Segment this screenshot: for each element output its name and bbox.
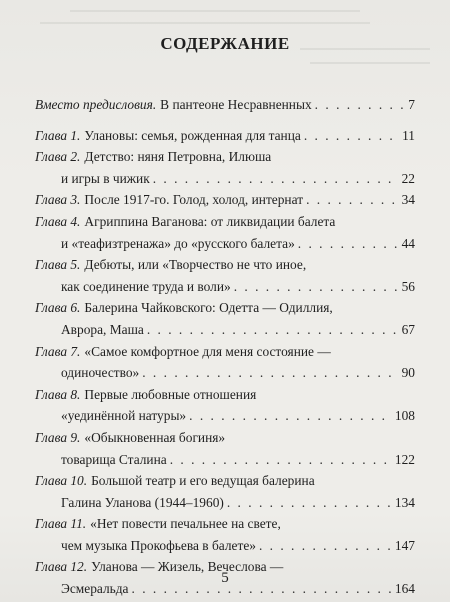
dot-leader — [306, 189, 399, 211]
entry-title: Большой театр и его ведущая балерина — [91, 473, 315, 489]
table-of-contents — [35, 94, 415, 600]
entry-title: Эсмеральда — [61, 581, 129, 597]
toc-line — [35, 189, 415, 211]
toc-line — [35, 492, 415, 514]
page-ref: 67 — [401, 321, 415, 337]
chapter-label: Глава 2. — [35, 149, 81, 165]
chapter-label: Глава 12. — [35, 559, 88, 575]
chapter-label: Вместо предисловия. — [35, 97, 157, 112]
entry-title: одиночество» — [61, 365, 140, 381]
toc-line — [35, 319, 415, 341]
toc-entry — [35, 146, 415, 189]
entry-title: Галина Уланова (1944–1960) — [61, 494, 224, 510]
chapter-label: Глава 5. — [35, 257, 81, 273]
toc-line — [35, 211, 415, 233]
entry-title: Детство: няня Петровна, Илюша — [84, 149, 272, 165]
toc-entry — [35, 341, 415, 384]
entry-title: «Обыкновенная богиня» — [84, 429, 226, 445]
dot-leader — [142, 362, 398, 384]
entry-title: и «теафизтренажа» до «русского балета» — [61, 235, 295, 251]
page-title: СОДЕРЖАНИЕ — [160, 34, 290, 53]
dot-leader — [227, 492, 392, 514]
entry-title: «Самое комфортное для меня состояние — — [84, 343, 331, 359]
entry-title: как соединение труда и воли» — [61, 278, 231, 294]
chapter-label: Глава 11. — [35, 516, 87, 532]
entry-title: Балерина Чайковского: Одетта — Одиллия, — [84, 300, 333, 316]
dot-leader — [304, 125, 399, 147]
page-ref: 44 — [401, 235, 415, 251]
page-ref: 22 — [401, 170, 415, 186]
page-ref: 11 — [402, 127, 415, 143]
toc-line — [35, 254, 415, 276]
entry-title: Аврора, Маша — [61, 321, 144, 337]
toc-line — [35, 276, 415, 298]
toc-entry — [35, 211, 415, 254]
toc-line — [35, 384, 415, 406]
chapter-label: Глава 3. — [35, 192, 81, 208]
toc-entry — [35, 470, 415, 513]
dot-leader — [170, 449, 392, 471]
entry-title: Улановы: семья, рожденная для танца — [84, 127, 301, 143]
page-ref: 122 — [394, 451, 415, 467]
toc-line — [35, 297, 415, 319]
entry-title: Первые любовные отношения — [84, 386, 257, 402]
entry-title: чем музыка Прокофьева в балете» — [61, 537, 256, 553]
entry-title: Дебюты, или «Творчество не что иное, — [84, 257, 307, 273]
dot-leader — [147, 319, 399, 341]
toc-entry — [35, 427, 415, 470]
page-number: 5 — [221, 570, 229, 586]
chapter-label: Глава 9. — [35, 429, 81, 445]
page-ref: 90 — [401, 365, 415, 381]
page-ref: 147 — [394, 537, 415, 553]
toc-entry — [35, 384, 415, 427]
dot-leader — [234, 276, 399, 298]
toc-line — [35, 470, 415, 492]
page-ref: 108 — [394, 408, 415, 424]
toc-line — [35, 449, 415, 471]
chapter-label: Глава 10. — [35, 473, 88, 489]
dot-leader — [259, 535, 392, 557]
entry-title: и игры в чижик — [61, 170, 150, 186]
chapter-label: Глава 6. — [35, 300, 81, 316]
toc-entry — [35, 297, 415, 340]
toc-line — [35, 362, 415, 384]
page-ref: 56 — [401, 278, 415, 294]
toc-line — [35, 535, 415, 557]
dot-leader — [153, 168, 399, 190]
toc-entry — [35, 254, 415, 297]
page-ref: 34 — [401, 192, 415, 208]
chapter-label: Глава 7. — [35, 343, 81, 359]
dot-leader — [315, 94, 406, 116]
chapter-label: Глава 8. — [35, 386, 81, 402]
dot-leader — [189, 405, 392, 427]
toc-line — [35, 513, 415, 535]
entry-title: Агриппина Ваганова: от ликвидации балета — [84, 213, 336, 229]
toc-line — [35, 405, 415, 427]
toc-entry — [35, 94, 415, 116]
toc-entry — [35, 189, 415, 211]
entry-title: В пантеоне Несравненных — [160, 97, 312, 112]
toc-entry — [35, 125, 415, 147]
entry-title: товарища Сталина — [61, 451, 167, 467]
toc-line — [35, 233, 415, 255]
page-ref: 134 — [394, 494, 415, 510]
toc-line — [35, 94, 415, 116]
entry-title: «Нет повести печальнее на свете, — [90, 516, 281, 532]
dot-leader — [298, 233, 399, 255]
toc-line — [35, 146, 415, 168]
toc-entry — [35, 513, 415, 556]
entry-title: Уланова — Жизель, Вечеслова — — [91, 559, 284, 575]
toc-line — [35, 427, 415, 449]
chapter-label: Глава 4. — [35, 213, 81, 229]
toc-line — [35, 168, 415, 190]
chapter-label: Глава 1. — [35, 127, 81, 143]
page-ref: 164 — [394, 581, 415, 597]
toc-line — [35, 125, 415, 147]
toc-line — [35, 341, 415, 363]
entry-title: «уединённой натуры» — [61, 408, 187, 424]
page-ref: 7 — [408, 97, 415, 112]
entry-title: После 1917-го. Голод, холод, интернат — [84, 192, 304, 208]
